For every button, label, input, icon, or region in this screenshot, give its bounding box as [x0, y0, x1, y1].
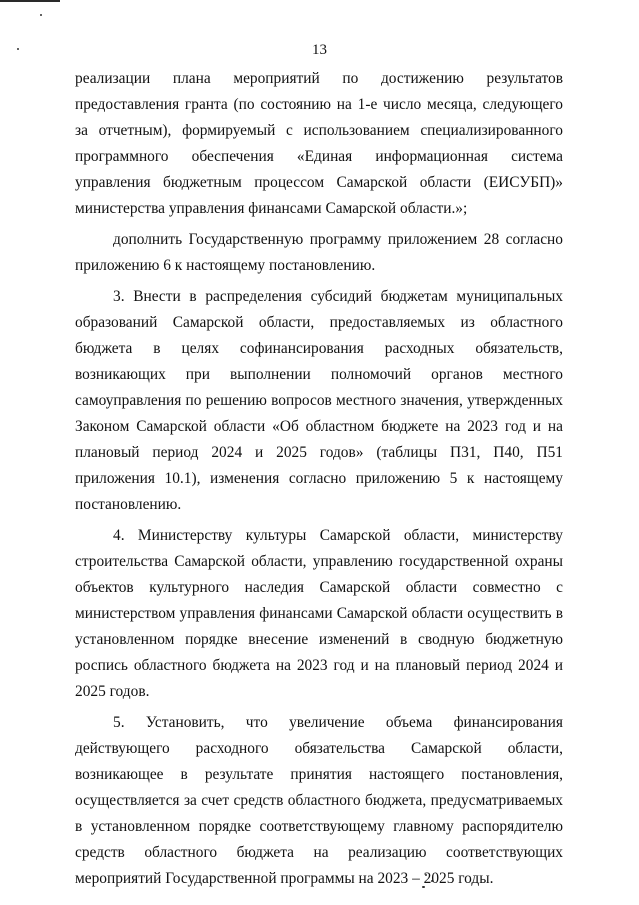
paragraph-item-5: 5. Установить, что увеличение объема финансирования действующего расходного обязательства Самарской области, возникающее в результате принятия настоящего постановления, осуществляется за счет средств областного бюджета, предусматриваемых в установленном порядке соответствующему главному распорядителю средств областного бюджета на реализацию соответствующих мероприятий Государственной программы на 2023 – 2025 годы.	[75, 714, 563, 887]
paragraph-continuation: реализации плана мероприятий по достижению результатов предоставления гранта (по состоянию на 1-е число месяца, следующего за отчетным), формируемый с использованием специализированного программного обеспечения «Единая информационная система управления бюджетным процессом Самарской области (ЕИСУБП)» министерства управления финансами Самарской области.»;	[75, 70, 563, 217]
paragraph-item-3: 3. Внести в распределения субсидий бюджетам муниципальных образований Самарской области, предоставляемых из областного бюджета в целях софинансирования расходных обязательств, возникающих при выполнении полномочий органов местного самоуправления по решению вопросов местного значения, утвержденных Законом Самарской области «Об областном бюджете на 2023 год и на плановый период 2024 и 2025 годов» (таблицы П31, П40, П51 приложения 10.1), изменения согласно приложению 5 к настоящему постановлению.	[75, 288, 563, 513]
paragraph-item-4: 4. Министерству культуры Самарской области, министерству строительства Самарской области, управлению государственной охраны объектов культурного наследия Самарской области совместно с министерством управления финансами Самарской области осуществить в установленном порядке внесение изменений в сводную бюджетную роспись областного бюджета на 2023 год и на плановый период 2024 и 2025 годов.	[75, 527, 563, 700]
paragraph-appendix-28: дополнить Государственную программу приложением 28 согласно приложению 6 к настоящему постановлению.	[75, 231, 563, 274]
scan-speck	[40, 14, 42, 16]
scan-edge-mark	[0, 0, 60, 2]
document-body	[75, 66, 563, 897]
page-number: 13	[312, 42, 327, 58]
